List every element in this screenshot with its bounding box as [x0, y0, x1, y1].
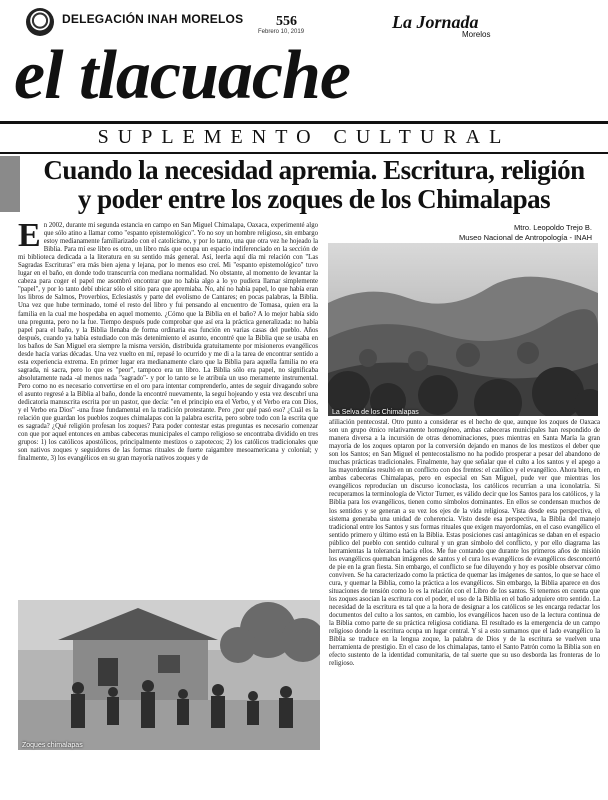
divider: [0, 152, 608, 154]
column-text: n 2002, durante mi segunda estancia en campo en San Miguel Chimalapa, Oaxaca, experimenté algo que sólo atino a llamar como "espanto epistemológico". Yo no soy un hombre religioso, sin embargo estoy medianamente familiarizado con el catolicismo, y por lo tanto, una que otra vez he hojeado la Biblia. Para mí ese libro es otro, un libro más que ocupa un espacio indiferenciado en la sección de mi biblioteca dedicada a la literatura en su sentido más general. Así, leerla aquí día mi relación con "Las Sagradas Escrituras" era más bien ajena y lejana, por lo menos eso creí. Mi "espanto epistemológico" tuvo lugar en el baño, en donde todo transcurría con mediana normalidad. No obstante, al momento de levantar la cabeza para coger el papel me asombró encontrar que no había algo a lo yo pudiera llamar simplemente "papel", y por lo tanto debí ubicar sólo el sitio para que apremiaba. No, ahí no había papel, lo que había eran los libros de Salmos, Proverbios, Eclesiastés y parte del evolismo de Cantares; en pocas palabras, la Biblia. Una vez que hube terminado, tomé el resto del libro y fui pensando al encuentro de Tomasa, quien era la familia en la cual me hospedaba en aquel momento. ¿Cómo que la Biblia en el baño? A lo mejor había sido una pregunta, pero no la fue. Tiempo después pude comprobar que así era la práctica generalizada: no había papel para el baño, y la Biblia llenaba de forma ordinaria esa función en varias casas del pueblo. Años después, cuando ya había estudiado con más detenimiento el asunto, encontré que la Biblia que se usaba en los baños de San Miguel era siempre la misma versión, distribuida gratuitamente por misioneros evangélicos desde hacía varias décadas. Una vez vuelto en mí, repasé lo ocurrido y me di a la tarea de encontrar sentido a esta experiencia extrema. En primer lugar era medianamente claro que la Biblia para aquella familia no era sagrada, ni sacra, pero lo que es "peor", tampoco era un libro. La Biblia sólo era papel, no significaba absolutamente nada -al menos nada "sagrado"- y por lo tanto se le atribuía un uso meramente instrumental. Pero como no es necesario convertirse en el oro para intentar comprenderlo, antes de seguir divagando sobre el asunto regresé a la Biblia al baño, donde la encontré nuevamente, la seguí hojeando y esta vez descubrí una dedicatoria manuscrita escrita por un pastor, que decía: "en el principio era el Verbo, y el Verbo era con Dios, y el Verbo era Dios" -una frase fundamental en la tradición protestante. Pero ¿por qué pasó eso? ¿Cuál es la relación que guardan los pueblos zoques chimalapas con la palabra escrita, pero sobre todo con la escrita que es sagrada? ¿Qué religión profesan los zoques? Para poder contestar estas preguntas es necesario comenzar con que por aquel entonces en ambas cabeceras municipales el campo religioso se encontraba dividido en tres grupos: 1) los católicos apostólicos, principalmente mestizos o zapotecos; 2) los católicos tradicionales que son nativos zoques y seguidores de las formas rituales de fuerte raigambre mesoamericana y colonial; y finalmente, 3) los evangélicos en su gran mayoría nativos zoques y de: [18, 222, 318, 463]
villagers-photo: [18, 600, 320, 750]
affiliation: Museo Nacional de Antropología - INAH: [459, 233, 592, 242]
column-text: afiliación pentecostal. Otro punto a considerar es el hecho de que, aunque los zoques de Oaxaca son un grupo étnico relativamente homogéneo, ambas cabeceras municipales han respondido de manera diversa a la incursión de otras denominaciones, pues mientras en Santa María la gran mayoría de los zoques optaron por la conversión dejando en manos de los mestizos el deber que son los Santos; en San Miguel el pentecostalismo no ha podido prosperar a pesar del abandono de muchas prácticas tradicionales. Finalmente, hay que señalar que el culto a los santos y el apego a las mayordomías resultó en un conflicto con dos frentes: el católico y el evangélico. Ahora bien, en ambas cabeceras Chimalapas, pero en especial en San Miguel, pude ver que mientras los evangélicos reproducían un discurso iconoclasta, los católicos recurrían a una iconolatría. Si recuperamos la terminología de Victor Turner, es válido decir que los Santos para los católicos, y la Biblia para los evangélicos, tienen como símbolos dominantes. En ellos se condensan muchos de los sentidos y se generan a su vez los ejes de la vida religiosa. Vista desde esta perspectiva, el sistema generaba una unidad de coherencia. Visto desde esa perspectiva, la Biblia del manejo tradicional entre los Santos y sus formas rituales que exigen mayordomías, en el caso evangélico el sentido primero y último está en la Biblia. Estas posiciones casi antagónicas se daban en el espacio público del pueblo con sentido cultural y un gran símbolo del conflicto, y por ello diagrama las herramientas la tolerancia hacia ellos. Me fue contando que durante los primeros años de misión los evangélicos quemaban imágenes de santos y el cura los evangélicos de evangélicos desconcertó de pie en la gran fiesta. Sin embargo, el conflicto se fue diluyendo y hoy es posible observar cómo conviven. Se ha caracterizado como la práctica de quemar las imágenes de santos, lo que se hace el cura, y quemar la Biblia, como la práctica a los evangélicos. Sin embargo, la Biblia aparece en dos situaciones de tensión como lo es la relación con el Libro de los santos. Si tenemos en cuenta que los zoques asocian la escritura con el poder, el uso de la Biblia en el baño adquiere otro sentido. La necesidad de la escritura es tal que a la hora de designar a los católicos se les encarga redactar los documentos del culto a los santos, en cambio, los evangélicos hacen uso de la lectura continua de la Biblia como parte de su práctica religiosa cotidiana. El resultado es la emergencia de un campo religioso donde la escritura ocupa un lugar central. Y si a esto sumamos que el lado evangélico la Biblia se traduce en la lengua zoque, la palabra de Dios y de la escritura se vuelven una herramienta de prestigio. En el caso de los chimalapas, tanto el Santo Patrón como la Biblia son en efecto sustento de la identidad comunitaria, de tal suerte que su uso desborda las fronteras de lo religioso.: [329, 419, 600, 668]
org-name: DELEGACIÓN INAH MORELOS: [62, 12, 244, 26]
photo-caption: Zoques chimalapas: [22, 742, 83, 749]
author: Mtro. Leopoldo Trejo B.: [514, 223, 592, 232]
headline-line-2: y poder entre los zoques de los Chimalapas: [77, 184, 551, 214]
newspaper-logo: La Jornada: [392, 12, 479, 32]
masthead-subtitle: SUPLEMENTO CULTURAL: [97, 126, 511, 148]
article-column-right: [329, 419, 600, 797]
drop-cap: E: [18, 222, 41, 254]
inah-emblem-icon: [26, 8, 54, 36]
forest-photo: [328, 243, 598, 416]
photo-caption: La Selva de los Chimalapas: [332, 409, 419, 416]
article-column-left: [18, 222, 318, 576]
newspaper-sub: Morelos: [462, 30, 491, 39]
issue-number: 556: [276, 14, 297, 29]
article-headline: [30, 156, 598, 214]
issue-date: Febrero 10, 2019: [258, 29, 305, 35]
byline: [444, 223, 592, 243]
divider: [0, 121, 608, 124]
headline-line-1: Cuando la necesidad apremia. Escritura, religión: [43, 155, 585, 185]
masthead-title: el tlacuache: [14, 37, 350, 114]
headline-strip: [0, 156, 20, 212]
